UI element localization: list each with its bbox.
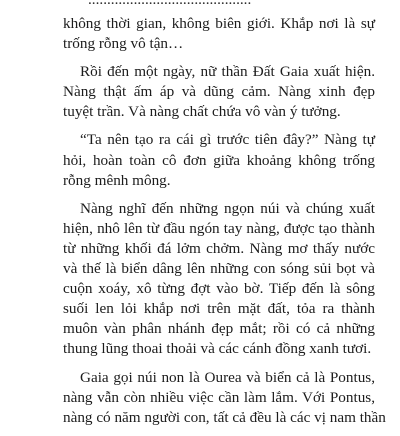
paragraph-4: [63, 199, 375, 360]
text-line: Rồi đến một ngày, nữ thần Đất Gaia xuất hiện.: [80, 63, 375, 81]
paragraph-5: [63, 368, 386, 428]
text-line: và thế là biển dâng lên những con sóng sủi bọt và: [63, 260, 375, 278]
text-line: nàng vẫn còn nhiều việc cần làm lắm. Với Pontus,: [63, 388, 375, 406]
text-line: suối len lỏi khắp nơi trên mặt đất, tỏa ra thành: [63, 300, 375, 318]
text-line: muôn vàn phân nhánh đẹp mắt; rồi có cả những: [63, 320, 375, 338]
paragraph-1: [63, 14, 375, 54]
text-line: tuyệt trần. Và nàng chất chứa vô vàn ý tưởng.: [63, 103, 341, 121]
text-line: hiện, nhô lên từ đầu ngón tay nàng, được tạo thành: [63, 219, 375, 237]
text-line: hỏi, hoàn toàn cô đơn giữa khoảng không trống: [63, 151, 375, 169]
text-line: Nàng thật ấm áp và dũng cảm. Nàng xinh đẹp: [63, 83, 375, 101]
cut-off-top-line: [88, 0, 378, 9]
text-line: nàng có năm người con, tất cả đều là các vị nam thần: [63, 408, 386, 426]
paragraph-3: [63, 130, 375, 190]
text-line: Nàng nghĩ đến những ngọn núi và chúng xuất: [80, 199, 375, 217]
page-text: [63, 14, 386, 436]
text-line: không thời gian, không biên giới. Khắp nơi là sự: [63, 15, 375, 32]
text-line: Gaia gọi núi non là Ourea và biển cả là Pontus,: [80, 368, 375, 386]
paragraph-2: [63, 62, 375, 122]
text-line: “Ta nên tạo ra cái gì trước tiên đây?” Nàng tự: [80, 131, 375, 149]
text-line: trống rỗng vô tận…: [63, 35, 184, 53]
text-line: thung lũng thoai thoải và các cánh đồng xanh tươi.: [63, 340, 372, 358]
text-line: cuộn xoáy, xô từng đợt vào bờ. Tiếp đến là sông: [63, 280, 375, 298]
text-line: từ những khối đá lởm chởm. Nàng mơ thấy nước: [63, 239, 375, 257]
text-line: rỗng mênh mông.: [63, 171, 171, 189]
